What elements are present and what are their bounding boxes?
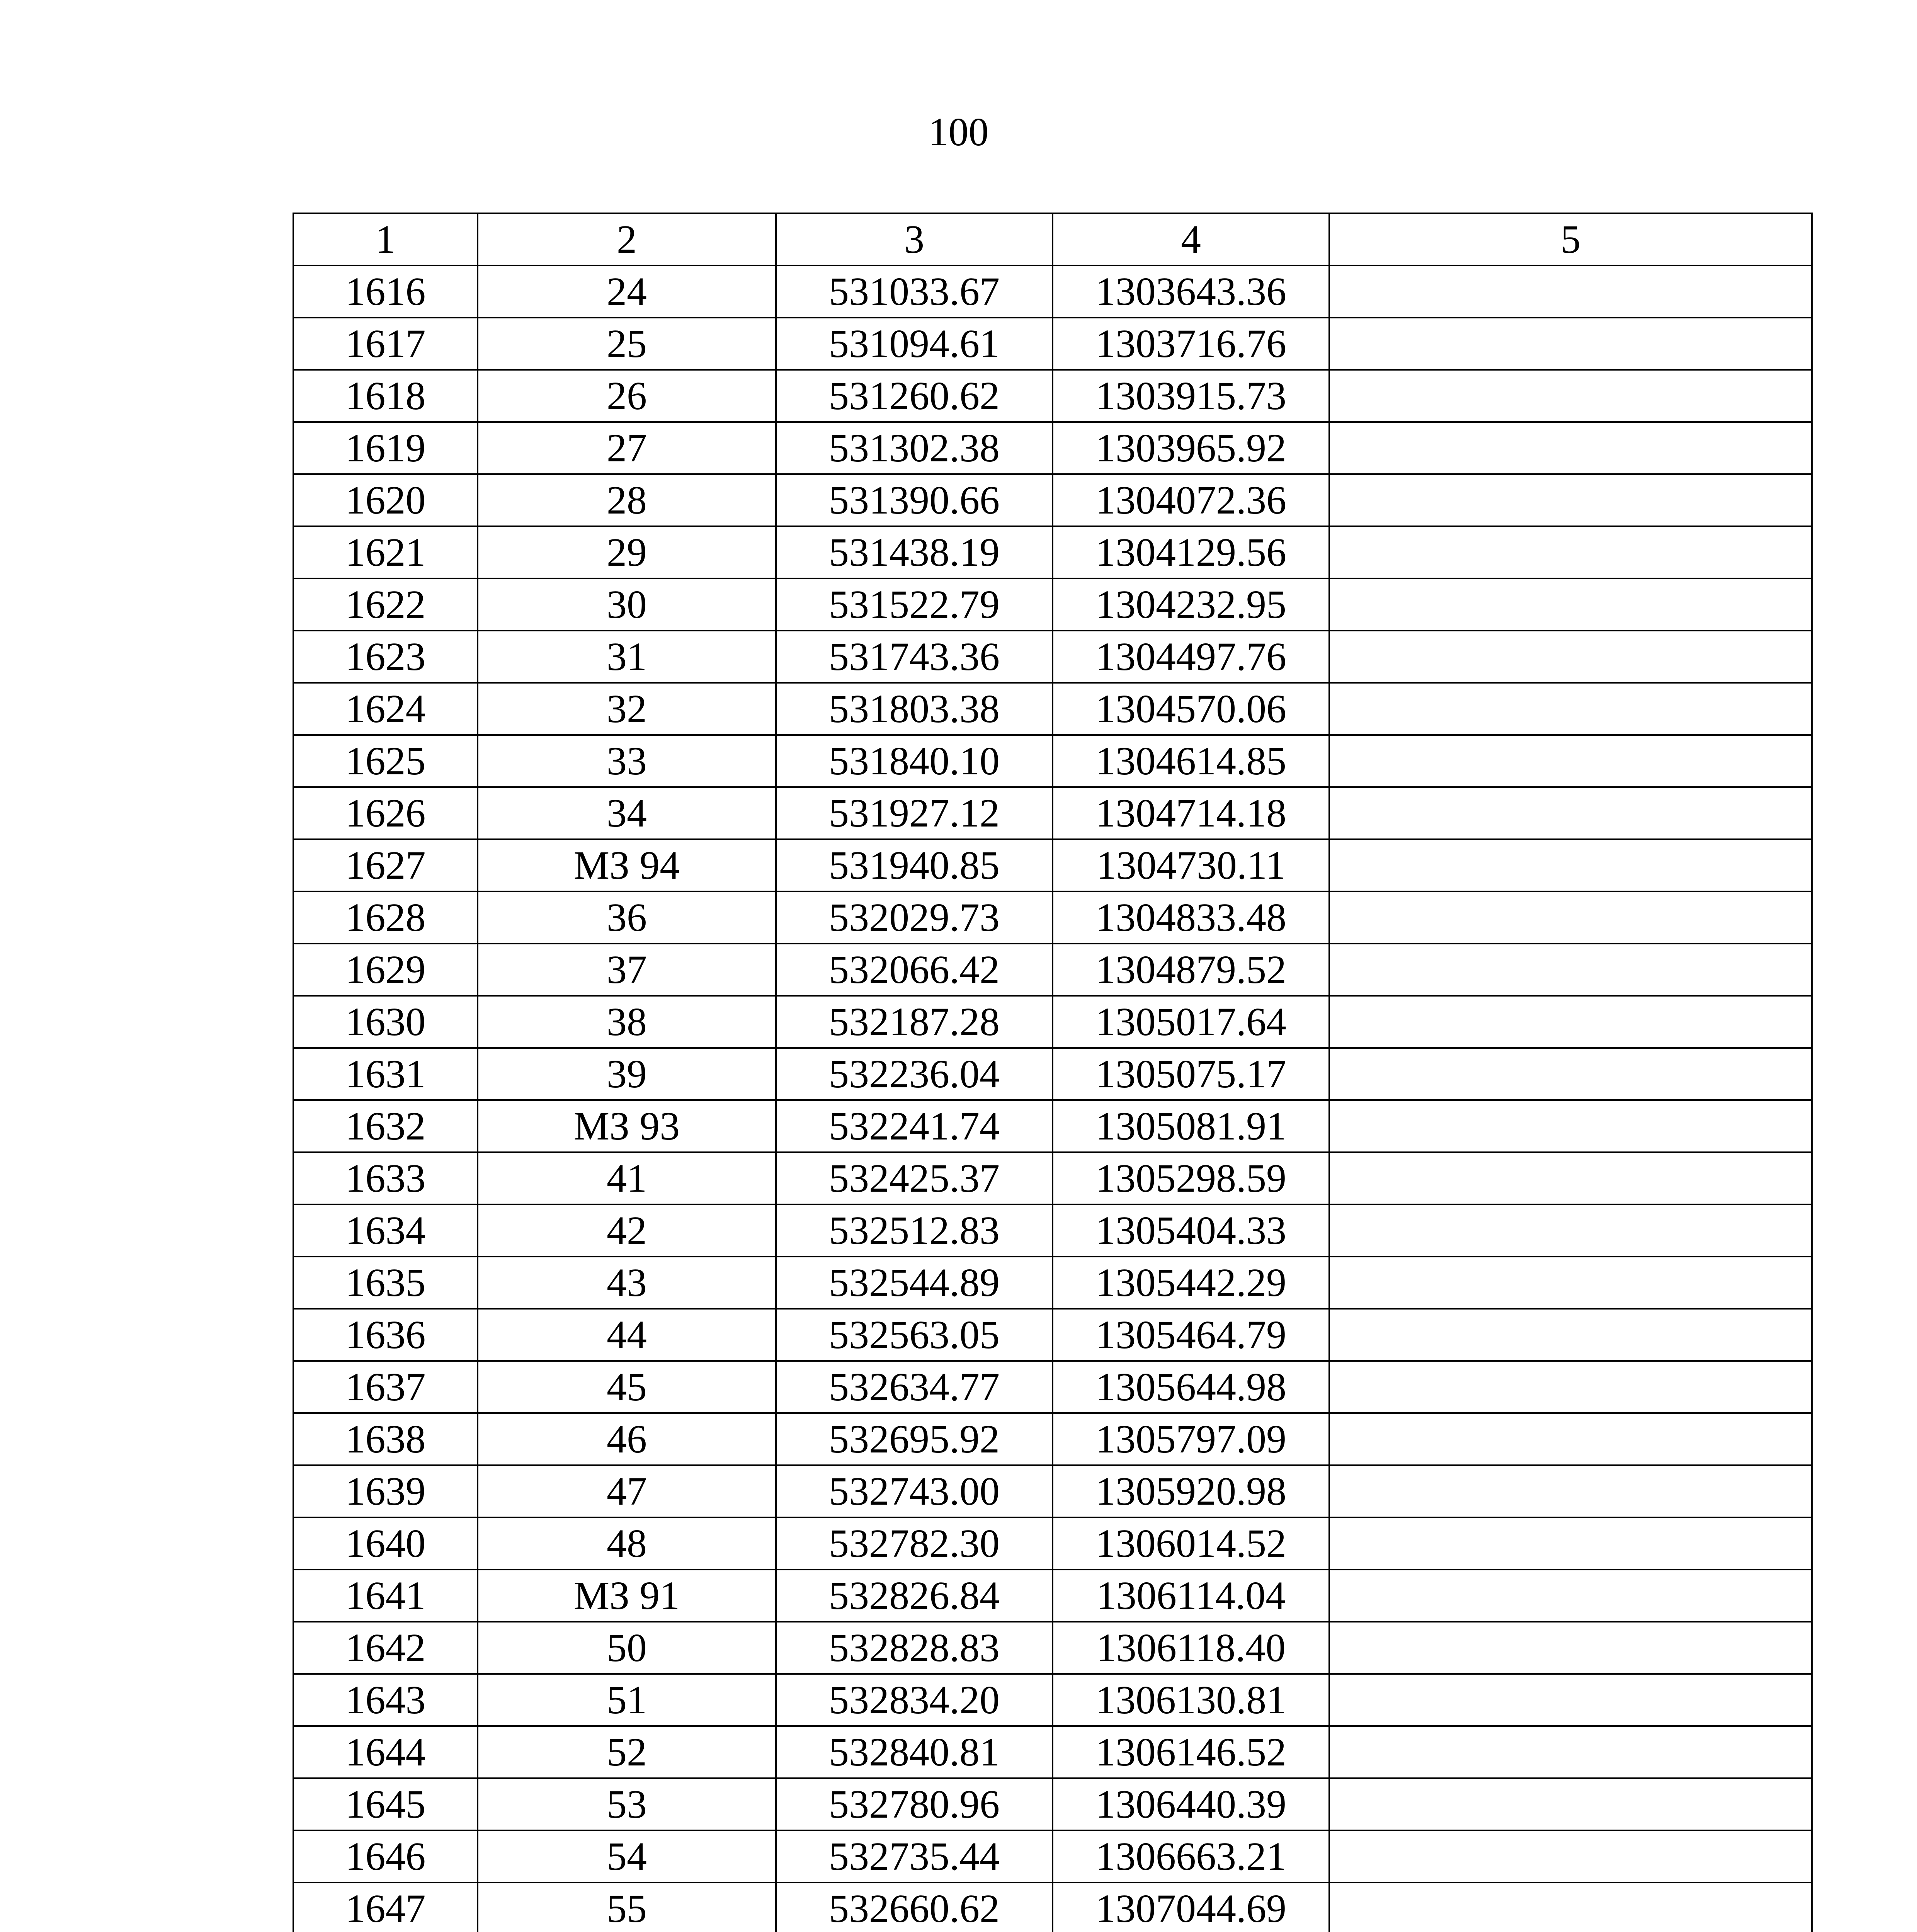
- table-cell: 52: [478, 1726, 776, 1778]
- table-cell: 1640: [293, 1517, 478, 1570]
- table-cell: 38: [478, 996, 776, 1048]
- table-cell: [1329, 944, 1812, 996]
- table-cell: 1624: [293, 683, 478, 735]
- table-row: [293, 1830, 1812, 1883]
- table-cell: 1631: [293, 1048, 478, 1100]
- table-cell: 532544.89: [776, 1257, 1053, 1309]
- table-cell: [1329, 526, 1812, 578]
- table-cell: [1329, 318, 1812, 370]
- table-cell: 1304879.52: [1053, 944, 1329, 996]
- table-header-row: [293, 213, 1812, 265]
- table-cell: 1304614.85: [1053, 735, 1329, 787]
- table-cell: 531302.38: [776, 422, 1053, 474]
- table-row: [293, 318, 1812, 370]
- table-cell: 1304232.95: [1053, 578, 1329, 631]
- table-cell: [1329, 631, 1812, 683]
- table-cell: 532634.77: [776, 1361, 1053, 1413]
- table-cell: 39: [478, 1048, 776, 1100]
- table-cell: 532735.44: [776, 1830, 1053, 1883]
- table-cell: [1329, 265, 1812, 318]
- table-row: [293, 1361, 1812, 1413]
- table-cell: 531927.12: [776, 787, 1053, 839]
- table-cell: 1627: [293, 839, 478, 891]
- table-cell: 32: [478, 683, 776, 735]
- table-cell: 1622: [293, 578, 478, 631]
- table-cell: [1329, 839, 1812, 891]
- table-row: [293, 1413, 1812, 1465]
- table-cell: 1625: [293, 735, 478, 787]
- table-row: [293, 1570, 1812, 1622]
- table-cell: [1329, 735, 1812, 787]
- table-cell: 1634: [293, 1204, 478, 1257]
- table-cell: [1329, 891, 1812, 944]
- table-cell: 532187.28: [776, 996, 1053, 1048]
- table-cell: 1621: [293, 526, 478, 578]
- table-row: [293, 265, 1812, 318]
- table-row: [293, 1883, 1812, 1932]
- table-cell: МЗ 94: [478, 839, 776, 891]
- table-cell: 532512.83: [776, 1204, 1053, 1257]
- table-cell: 532425.37: [776, 1152, 1053, 1204]
- table-cell: 1306663.21: [1053, 1830, 1329, 1883]
- table-cell: 31: [478, 631, 776, 683]
- table-cell: 30: [478, 578, 776, 631]
- table-cell: 531522.79: [776, 578, 1053, 631]
- table-cell: 531803.38: [776, 683, 1053, 735]
- column-header: 2: [478, 213, 776, 265]
- table-row: [293, 1048, 1812, 1100]
- table-cell: 1306440.39: [1053, 1778, 1329, 1830]
- table-row: [293, 370, 1812, 422]
- table-cell: 51: [478, 1674, 776, 1726]
- table-cell: [1329, 1674, 1812, 1726]
- table-row: [293, 631, 1812, 683]
- table-cell: 1304497.76: [1053, 631, 1329, 683]
- table-cell: 1306146.52: [1053, 1726, 1329, 1778]
- table-row: [293, 683, 1812, 735]
- table-cell: 531840.10: [776, 735, 1053, 787]
- table-cell: 1619: [293, 422, 478, 474]
- page-number: 100: [928, 110, 989, 154]
- table-cell: 531260.62: [776, 370, 1053, 422]
- table-cell: 532029.73: [776, 891, 1053, 944]
- table-cell: [1329, 1100, 1812, 1152]
- table-cell: 1629: [293, 944, 478, 996]
- table-cell: 41: [478, 1152, 776, 1204]
- table-cell: 34: [478, 787, 776, 839]
- table-cell: 1632: [293, 1100, 478, 1152]
- table-cell: [1329, 1204, 1812, 1257]
- table-cell: 1642: [293, 1622, 478, 1674]
- table-cell: [1329, 1622, 1812, 1674]
- table-cell: 1305464.79: [1053, 1309, 1329, 1361]
- table-cell: 1616: [293, 265, 478, 318]
- table-cell: [1329, 1570, 1812, 1622]
- table-cell: 53: [478, 1778, 776, 1830]
- table-cell: 1303915.73: [1053, 370, 1329, 422]
- table-cell: 1626: [293, 787, 478, 839]
- table-cell: МЗ 91: [478, 1570, 776, 1622]
- table-cell: 43: [478, 1257, 776, 1309]
- table-cell: [1329, 578, 1812, 631]
- table-cell: 24: [478, 265, 776, 318]
- table-row: [293, 1257, 1812, 1309]
- table-cell: 1305075.17: [1053, 1048, 1329, 1100]
- table-row: [293, 944, 1812, 996]
- table-row: [293, 526, 1812, 578]
- table-row: [293, 1778, 1812, 1830]
- table-cell: 1306114.04: [1053, 1570, 1329, 1622]
- table-cell: [1329, 1309, 1812, 1361]
- table-cell: 532834.20: [776, 1674, 1053, 1726]
- table-cell: 1643: [293, 1674, 478, 1726]
- column-header: 4: [1053, 213, 1329, 265]
- table-cell: 1647: [293, 1883, 478, 1932]
- table-cell: 532241.74: [776, 1100, 1053, 1152]
- table-cell: 1635: [293, 1257, 478, 1309]
- table-cell: 531743.36: [776, 631, 1053, 683]
- table-cell: 1305797.09: [1053, 1413, 1329, 1465]
- table-row: [293, 1204, 1812, 1257]
- table-cell: 42: [478, 1204, 776, 1257]
- table-row: [293, 735, 1812, 787]
- table-cell: 532780.96: [776, 1778, 1053, 1830]
- table-cell: 1620: [293, 474, 478, 526]
- table-cell: 50: [478, 1622, 776, 1674]
- table-row: [293, 1517, 1812, 1570]
- table-cell: 1639: [293, 1465, 478, 1517]
- table-cell: [1329, 996, 1812, 1048]
- table-row: [293, 787, 1812, 839]
- table-cell: 1645: [293, 1778, 478, 1830]
- table-cell: 1303716.76: [1053, 318, 1329, 370]
- table-cell: 1303643.36: [1053, 265, 1329, 318]
- table-cell: 1618: [293, 370, 478, 422]
- table-cell: 1304730.11: [1053, 839, 1329, 891]
- table-cell: 1305017.64: [1053, 996, 1329, 1048]
- table-cell: 1304072.36: [1053, 474, 1329, 526]
- table-cell: [1329, 1778, 1812, 1830]
- table-row: [293, 1152, 1812, 1204]
- table-cell: 1641: [293, 1570, 478, 1622]
- table-row: [293, 1674, 1812, 1726]
- table-cell: 531033.67: [776, 265, 1053, 318]
- table-cell: 44: [478, 1309, 776, 1361]
- table-cell: 1305404.33: [1053, 1204, 1329, 1257]
- table-cell: 36: [478, 891, 776, 944]
- table-cell: [1329, 1257, 1812, 1309]
- table-cell: 1305442.29: [1053, 1257, 1329, 1309]
- table-cell: 532782.30: [776, 1517, 1053, 1570]
- table-cell: 1307044.69: [1053, 1883, 1329, 1932]
- column-header: 1: [293, 213, 478, 265]
- table-cell: 47: [478, 1465, 776, 1517]
- table-cell: [1329, 422, 1812, 474]
- table-row: [293, 1465, 1812, 1517]
- table-row: [293, 996, 1812, 1048]
- table-row: [293, 1309, 1812, 1361]
- table-cell: 1304129.56: [1053, 526, 1329, 578]
- table-cell: 532066.42: [776, 944, 1053, 996]
- table-cell: 1617: [293, 318, 478, 370]
- table-row: [293, 1100, 1812, 1152]
- table-cell: 1623: [293, 631, 478, 683]
- table-row: [293, 1726, 1812, 1778]
- table-cell: 1304570.06: [1053, 683, 1329, 735]
- table-cell: 28: [478, 474, 776, 526]
- table-cell: 1305298.59: [1053, 1152, 1329, 1204]
- table-row: [293, 839, 1812, 891]
- table-cell: 1628: [293, 891, 478, 944]
- table-cell: 1304714.18: [1053, 787, 1329, 839]
- table-cell: [1329, 1883, 1812, 1932]
- table-cell: [1329, 683, 1812, 735]
- column-header: 3: [776, 213, 1053, 265]
- table-cell: 1305920.98: [1053, 1465, 1329, 1517]
- table-cell: 25: [478, 318, 776, 370]
- table-cell: [1329, 1726, 1812, 1778]
- table-cell: 531940.85: [776, 839, 1053, 891]
- table-cell: 531438.19: [776, 526, 1053, 578]
- table-cell: [1329, 474, 1812, 526]
- table-cell: 1304833.48: [1053, 891, 1329, 944]
- table-cell: [1329, 1465, 1812, 1517]
- table-cell: 532695.92: [776, 1413, 1053, 1465]
- table-body: [293, 265, 1812, 1932]
- table-cell: 27: [478, 422, 776, 474]
- table-cell: 26: [478, 370, 776, 422]
- table-cell: 45: [478, 1361, 776, 1413]
- coordinates-table: [293, 213, 1813, 1932]
- table-cell: 29: [478, 526, 776, 578]
- table-cell: [1329, 787, 1812, 839]
- table-cell: 1637: [293, 1361, 478, 1413]
- table-cell: 532236.04: [776, 1048, 1053, 1100]
- table-cell: [1329, 1517, 1812, 1570]
- table-row: [293, 578, 1812, 631]
- table-row: [293, 891, 1812, 944]
- table-cell: 532828.83: [776, 1622, 1053, 1674]
- table-cell: 37: [478, 944, 776, 996]
- table-cell: 1638: [293, 1413, 478, 1465]
- table-cell: [1329, 370, 1812, 422]
- table-cell: 55: [478, 1883, 776, 1932]
- table-cell: 1305644.98: [1053, 1361, 1329, 1413]
- table-row: [293, 1622, 1812, 1674]
- table-cell: 54: [478, 1830, 776, 1883]
- table-cell: 532840.81: [776, 1726, 1053, 1778]
- table-cell: 1636: [293, 1309, 478, 1361]
- table-cell: 1630: [293, 996, 478, 1048]
- table-row: [293, 422, 1812, 474]
- table-cell: 1303965.92: [1053, 422, 1329, 474]
- table-cell: 1306014.52: [1053, 1517, 1329, 1570]
- table-cell: 1306130.81: [1053, 1674, 1329, 1726]
- table-cell: [1329, 1830, 1812, 1883]
- table-cell: 33: [478, 735, 776, 787]
- table-row: [293, 474, 1812, 526]
- table-cell: [1329, 1048, 1812, 1100]
- table-cell: 532743.00: [776, 1465, 1053, 1517]
- table-cell: 48: [478, 1517, 776, 1570]
- table-cell: 532826.84: [776, 1570, 1053, 1622]
- column-header: 5: [1329, 213, 1812, 265]
- table-cell: 531094.61: [776, 318, 1053, 370]
- table-cell: 532660.62: [776, 1883, 1053, 1932]
- table-cell: 1646: [293, 1830, 478, 1883]
- table-cell: 1644: [293, 1726, 478, 1778]
- table-cell: [1329, 1413, 1812, 1465]
- table-cell: 1305081.91: [1053, 1100, 1329, 1152]
- table-cell: 531390.66: [776, 474, 1053, 526]
- table-cell: [1329, 1361, 1812, 1413]
- table-cell: [1329, 1152, 1812, 1204]
- table-cell: МЗ 93: [478, 1100, 776, 1152]
- table-cell: 46: [478, 1413, 776, 1465]
- table-cell: 1306118.40: [1053, 1622, 1329, 1674]
- table-cell: 1633: [293, 1152, 478, 1204]
- table-cell: 532563.05: [776, 1309, 1053, 1361]
